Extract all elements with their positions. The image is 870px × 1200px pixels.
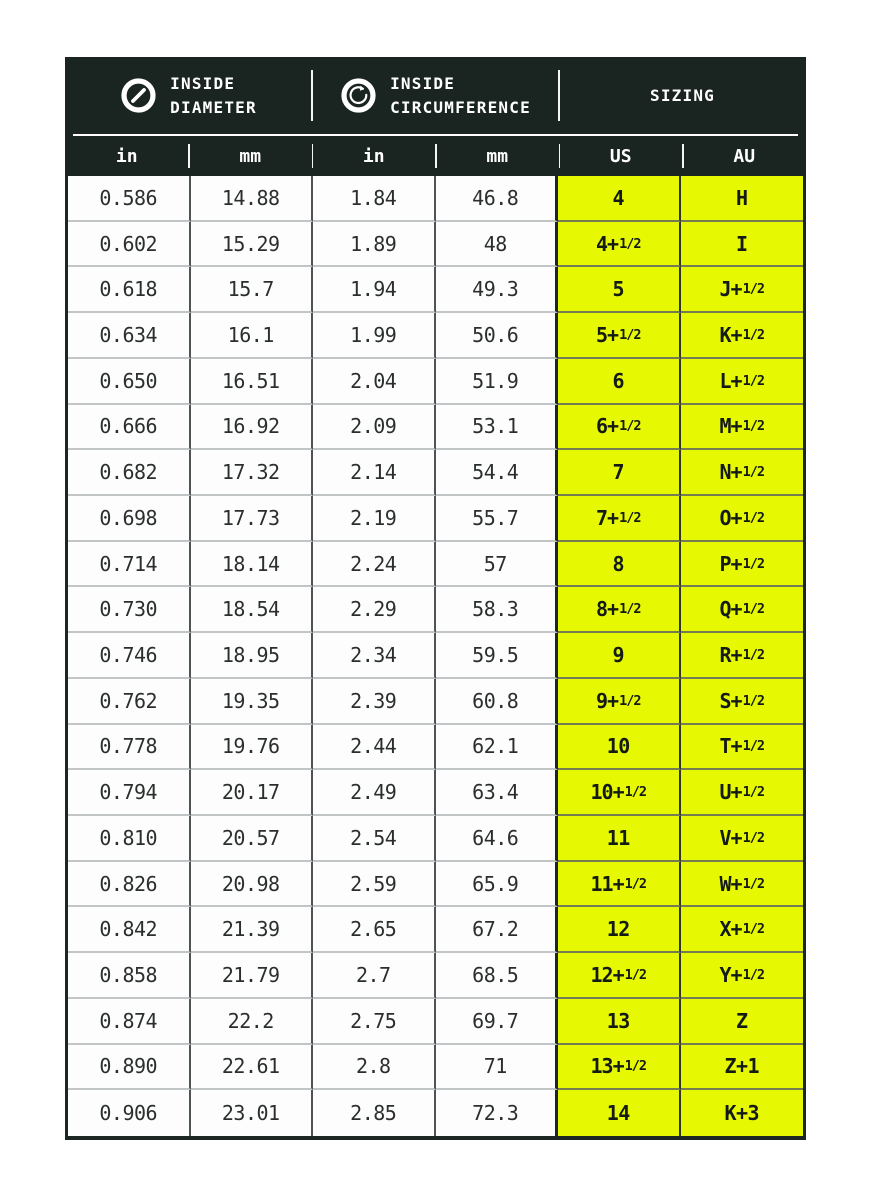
- cell-sizing-au: U+ 1/2: [681, 770, 804, 816]
- header-label-sizing: SIZING: [650, 86, 715, 105]
- table-row: [68, 816, 803, 862]
- cell-diameter-in: 0.586: [68, 176, 191, 222]
- cell-sizing-au: Q+ 1/2: [681, 587, 804, 633]
- table-row: [68, 176, 803, 222]
- cell-circumference-in: 2.34: [313, 633, 436, 679]
- table-header: [65, 57, 806, 176]
- table-row: [68, 1045, 803, 1091]
- cell-sizing-us: 12+ 1/2: [558, 953, 681, 999]
- cell-circumference-mm: 64.6: [436, 816, 559, 862]
- table-row: [68, 405, 803, 451]
- cell-circumference-in: 2.19: [313, 496, 436, 542]
- cell-circumference-in: 2.65: [313, 907, 436, 953]
- cell-circumference-in: 2.39: [313, 679, 436, 725]
- cell-diameter-in: 0.794: [68, 770, 191, 816]
- subheader-sizing-au: AU: [733, 145, 756, 167]
- cell-diameter-in: 0.842: [68, 907, 191, 953]
- cell-circumference-mm: 55.7: [436, 496, 559, 542]
- table-row: [68, 770, 803, 816]
- cell-circumference-mm: 63.4: [436, 770, 559, 816]
- subheader-circumference-in: in: [312, 136, 436, 176]
- cell-sizing-au: Z+1: [681, 1045, 804, 1091]
- cell-circumference-mm: 46.8: [436, 176, 559, 222]
- cell-sizing-au: Y+ 1/2: [681, 953, 804, 999]
- cell-circumference-mm: 62.1: [436, 725, 559, 771]
- cell-circumference-in: 1.84: [313, 176, 436, 222]
- cell-circumference-mm: 53.1: [436, 405, 559, 451]
- header-line2: CIRCUMFERENCE: [390, 97, 531, 117]
- cell-diameter-in: 0.602: [68, 222, 191, 268]
- cell-sizing-au: H: [681, 176, 804, 222]
- cell-sizing-au: P+ 1/2: [681, 542, 804, 588]
- cell-circumference-in: 2.14: [313, 450, 436, 496]
- cell-circumference-mm: 71: [436, 1045, 559, 1091]
- cell-diameter-mm: 21.79: [191, 953, 314, 999]
- cell-sizing-us: 5+ 1/2: [558, 313, 681, 359]
- cell-diameter-in: 0.618: [68, 267, 191, 313]
- table-row: [68, 222, 803, 268]
- table-row: [68, 542, 803, 588]
- cell-sizing-us: 9: [558, 633, 681, 679]
- cell-sizing-au: Z: [681, 999, 804, 1045]
- cell-sizing-au: W+ 1/2: [681, 862, 804, 908]
- cell-circumference-in: 1.89: [313, 222, 436, 268]
- header-line2: DIAMETER: [170, 97, 257, 117]
- cell-sizing-us: 7+ 1/2: [558, 496, 681, 542]
- table-row: [68, 953, 803, 999]
- cell-sizing-us: 10: [558, 725, 681, 771]
- cell-sizing-us: 6+ 1/2: [558, 405, 681, 451]
- table-row: [68, 313, 803, 359]
- table-row: [68, 907, 803, 953]
- cell-sizing-au: T+ 1/2: [681, 725, 804, 771]
- header-sizing: [559, 57, 806, 134]
- cell-sizing-us: 9+ 1/2: [558, 679, 681, 725]
- cell-diameter-in: 0.634: [68, 313, 191, 359]
- cell-diameter-mm: 17.73: [191, 496, 314, 542]
- cell-diameter-mm: 18.14: [191, 542, 314, 588]
- table-row: [68, 359, 803, 405]
- table-row: [68, 267, 803, 313]
- cell-diameter-in: 0.762: [68, 679, 191, 725]
- cell-diameter-in: 0.810: [68, 816, 191, 862]
- cell-circumference-in: 2.29: [313, 587, 436, 633]
- header-inside-circumference: [312, 57, 559, 134]
- cell-circumference-mm: 65.9: [436, 862, 559, 908]
- cell-sizing-us: 13: [558, 999, 681, 1045]
- cell-circumference-in: 2.04: [313, 359, 436, 405]
- cell-diameter-mm: 22.2: [191, 999, 314, 1045]
- cell-diameter-mm: 15.7: [191, 267, 314, 313]
- cell-circumference-mm: 57: [436, 542, 559, 588]
- cell-sizing-us: 8+ 1/2: [558, 587, 681, 633]
- cell-sizing-au: J+ 1/2: [681, 267, 804, 313]
- cell-diameter-in: 0.778: [68, 725, 191, 771]
- cell-diameter-in: 0.906: [68, 1090, 191, 1136]
- table-row: [68, 450, 803, 496]
- cell-diameter-in: 0.890: [68, 1045, 191, 1091]
- subheader-diameter-mm: mm: [189, 136, 313, 176]
- cell-circumference-mm: 72.3: [436, 1090, 559, 1136]
- cell-diameter-in: 0.730: [68, 587, 191, 633]
- table-row: [68, 725, 803, 771]
- cell-diameter-mm: 23.01: [191, 1090, 314, 1136]
- cell-circumference-in: 2.59: [313, 862, 436, 908]
- cell-sizing-au: N+ 1/2: [681, 450, 804, 496]
- cell-sizing-au: R+ 1/2: [681, 633, 804, 679]
- cell-diameter-mm: 22.61: [191, 1045, 314, 1091]
- cell-diameter-in: 0.714: [68, 542, 191, 588]
- table-row: [68, 679, 803, 725]
- header-line1: INSIDE: [390, 73, 456, 93]
- cell-circumference-mm: 51.9: [436, 359, 559, 405]
- cell-sizing-us: 11: [558, 816, 681, 862]
- cell-sizing-us: 12: [558, 907, 681, 953]
- cell-circumference-mm: 69.7: [436, 999, 559, 1045]
- cell-diameter-in: 0.746: [68, 633, 191, 679]
- cell-sizing-us: 4: [558, 176, 681, 222]
- cell-diameter-mm: 17.32: [191, 450, 314, 496]
- cell-sizing-au: K+ 1/2: [681, 313, 804, 359]
- cell-sizing-au: V+ 1/2: [681, 816, 804, 862]
- cell-sizing-us: 4+ 1/2: [558, 222, 681, 268]
- subheader-diameter-in: in: [65, 136, 189, 176]
- cell-circumference-mm: 54.4: [436, 450, 559, 496]
- cell-sizing-us: 10+ 1/2: [558, 770, 681, 816]
- cell-diameter-in: 0.650: [68, 359, 191, 405]
- cell-circumference-in: 2.24: [313, 542, 436, 588]
- cell-diameter-mm: 16.51: [191, 359, 314, 405]
- cell-diameter-mm: 20.17: [191, 770, 314, 816]
- cell-diameter-in: 0.874: [68, 999, 191, 1045]
- cell-diameter-mm: 20.98: [191, 862, 314, 908]
- cell-diameter-mm: 16.1: [191, 313, 314, 359]
- table-row: [68, 999, 803, 1045]
- cell-diameter-in: 0.826: [68, 862, 191, 908]
- cell-diameter-mm: 14.88: [191, 176, 314, 222]
- cell-sizing-au: O+ 1/2: [681, 496, 804, 542]
- table-body: [65, 176, 806, 1140]
- cell-sizing-au: X+ 1/2: [681, 907, 804, 953]
- cell-circumference-mm: 58.3: [436, 587, 559, 633]
- cell-diameter-mm: 18.95: [191, 633, 314, 679]
- cell-diameter-mm: 19.76: [191, 725, 314, 771]
- header-label-inside-circumference: [390, 48, 531, 144]
- cell-circumference-in: 2.54: [313, 816, 436, 862]
- table-row: [68, 633, 803, 679]
- cell-circumference-mm: 68.5: [436, 953, 559, 999]
- header-inside-diameter: [65, 57, 312, 134]
- cell-sizing-au: I: [681, 222, 804, 268]
- table-row: [68, 862, 803, 908]
- cell-diameter-in: 0.858: [68, 953, 191, 999]
- cell-sizing-us: 11+ 1/2: [558, 862, 681, 908]
- cell-sizing-us: 8: [558, 542, 681, 588]
- subheader-sizing-us: US: [559, 136, 683, 176]
- cell-circumference-in: 1.94: [313, 267, 436, 313]
- cell-circumference-in: 2.7: [313, 953, 436, 999]
- header-label-inside-diameter: [170, 48, 257, 144]
- cell-sizing-us: 5: [558, 267, 681, 313]
- cell-sizing-au: M+ 1/2: [681, 405, 804, 451]
- cell-diameter-in: 0.698: [68, 496, 191, 542]
- cell-sizing-au: S+ 1/2: [681, 679, 804, 725]
- cell-diameter-mm: 15.29: [191, 222, 314, 268]
- cell-circumference-in: 2.44: [313, 725, 436, 771]
- cell-circumference-in: 2.49: [313, 770, 436, 816]
- table-row: [68, 1090, 803, 1136]
- cell-sizing-us: 7: [558, 450, 681, 496]
- cell-circumference-mm: 60.8: [436, 679, 559, 725]
- header-line1: INSIDE: [170, 73, 236, 93]
- circumference-icon: [340, 77, 377, 114]
- cell-sizing-us: 13+ 1/2: [558, 1045, 681, 1091]
- subheader-circumference-mm: mm: [436, 136, 560, 176]
- cell-circumference-mm: 67.2: [436, 907, 559, 953]
- header-group-row: [65, 57, 806, 134]
- cell-sizing-au: K+3: [681, 1090, 804, 1136]
- cell-sizing-us: 6: [558, 359, 681, 405]
- cell-circumference-in: 2.8: [313, 1045, 436, 1091]
- cell-diameter-mm: 20.57: [191, 816, 314, 862]
- diameter-icon: [120, 77, 157, 114]
- cell-diameter-in: 0.682: [68, 450, 191, 496]
- cell-diameter-mm: 16.92: [191, 405, 314, 451]
- cell-diameter-mm: 21.39: [191, 907, 314, 953]
- cell-circumference-in: 2.85: [313, 1090, 436, 1136]
- subheader-row: [65, 136, 806, 176]
- cell-circumference-mm: 49.3: [436, 267, 559, 313]
- cell-circumference-in: 2.75: [313, 999, 436, 1045]
- cell-circumference-mm: 59.5: [436, 633, 559, 679]
- table-row: [68, 496, 803, 542]
- cell-sizing-au: L+ 1/2: [681, 359, 804, 405]
- cell-diameter-mm: 19.35: [191, 679, 314, 725]
- cell-circumference-in: 2.09: [313, 405, 436, 451]
- cell-diameter-in: 0.666: [68, 405, 191, 451]
- ring-size-chart: [65, 57, 806, 1140]
- cell-sizing-us: 14: [558, 1090, 681, 1136]
- cell-circumference-mm: 48: [436, 222, 559, 268]
- table-row: [68, 587, 803, 633]
- cell-circumference-in: 1.99: [313, 313, 436, 359]
- cell-diameter-mm: 18.54: [191, 587, 314, 633]
- cell-circumference-mm: 50.6: [436, 313, 559, 359]
